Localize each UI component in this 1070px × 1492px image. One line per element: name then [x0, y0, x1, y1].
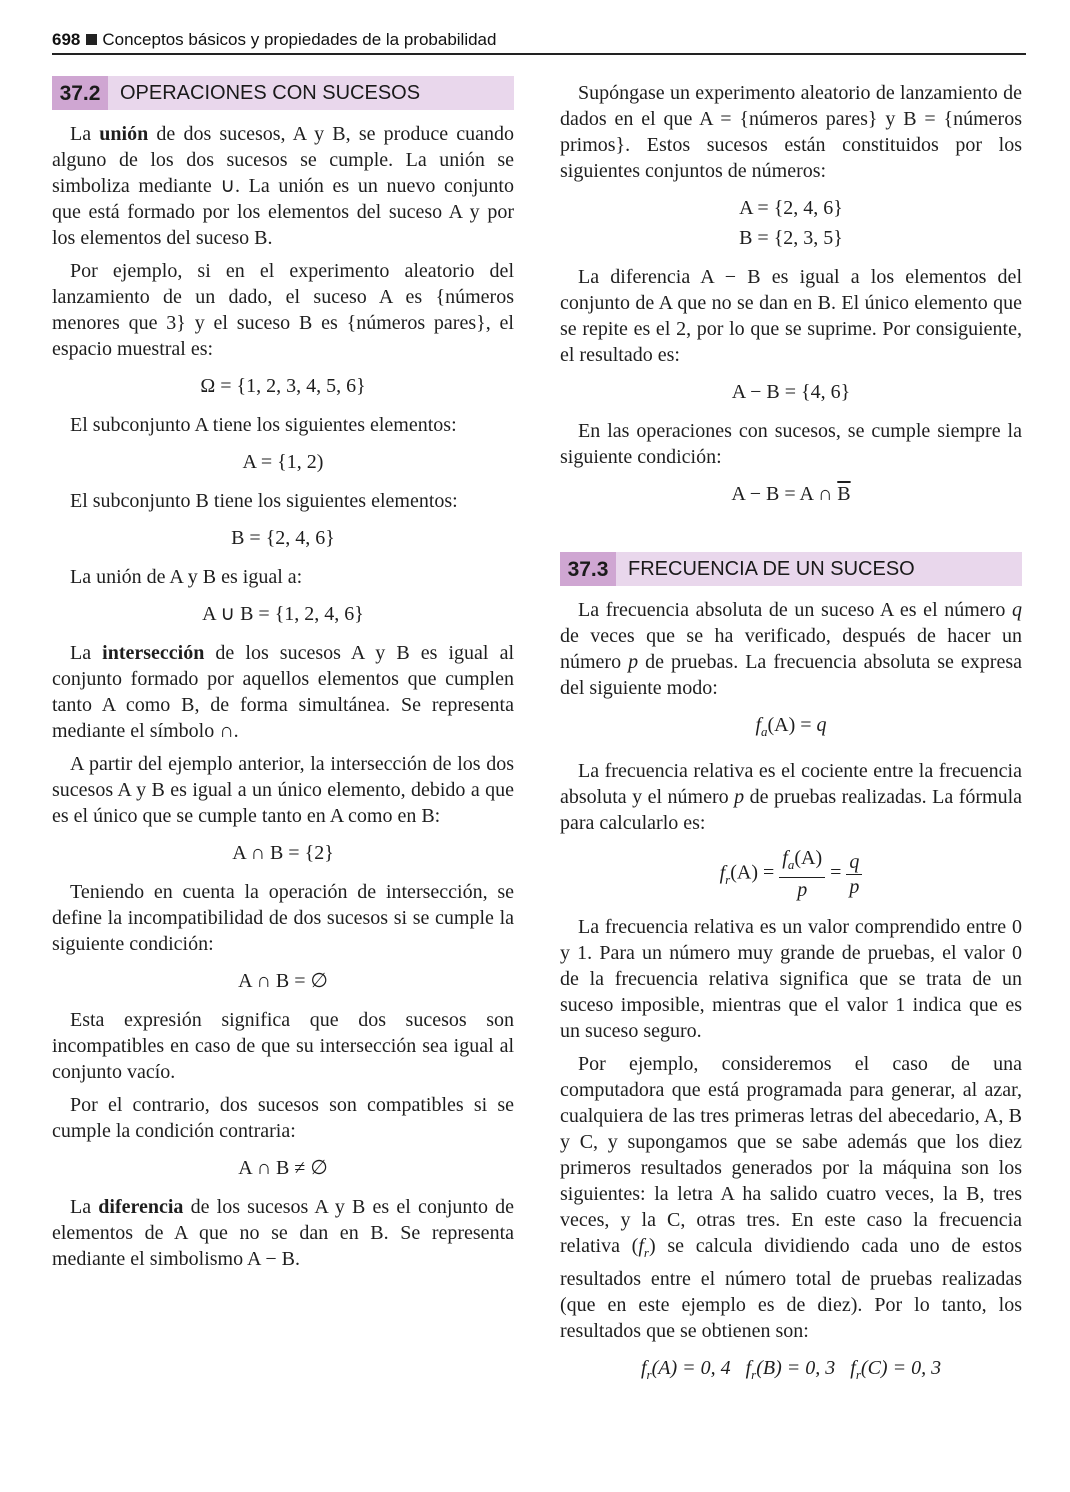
paragraph-meaning: Esta expresión significa que dos sucesos son incompatibles en caso de que su intersección sea igual al conjunto vacío. — [52, 1009, 514, 1083]
paragraph-computer-example: Por ejemplo, consideremos el caso de una computadora que está programada para generar, al azar, cualquiera de las tres primeras letras del abecedario, A, B y C, y supongamos que se sabe además que los diez primeros resultados generados por la máquina son los siguientes: la letra A ha salido cuatro veces, la B, tres veces, y la C, otras tres. En este caso la frecuencia relativa $(f_r)$ se calcula dividiendo cada uno de estos resultados entre el número total de pruebas realizadas (que en este ejemplo es de diez). Por lo tanto, los resultados que se obtienen son: — [560, 1053, 1022, 1342]
equation-difference: A − B = {4, 6} — [731, 381, 851, 403]
equation-empty: A ∩ B = ∅ — [238, 970, 328, 992]
equation-not-empty: A ∩ B ≠ ∅ — [238, 1157, 328, 1179]
equation-set-b: B = {2, 4, 6} — [231, 527, 335, 549]
paragraph-subset-a: El subconjunto A tiene los siguientes elementos: — [70, 414, 457, 436]
paragraph-incompatibility: Teniendo en cuenta la operación de intersección, se define la incompatibilidad de dos sucesos si se cumple la siguiente condición: — [52, 881, 514, 955]
paragraph-condition: En las operaciones con sucesos, se cumple siempre la siguiente condición: — [560, 420, 1022, 468]
section-heading-37-3 — [560, 552, 1022, 586]
square-bullet-icon — [86, 34, 97, 45]
left-column — [52, 76, 514, 1279]
equation-union: A ∪ B = {1, 2, 4, 6} — [202, 603, 364, 625]
paragraph-union: La unión de dos sucesos, A y B, se produce cuando alguno de los dos sucesos se cumple. La unión se simboliza mediante ∪. La unión es un nuevo conjunto que está formado por los elementos del suceso A y por los elementos del suceso B. — [52, 123, 515, 249]
page-number: 698 — [52, 30, 81, 49]
equation-results: $f_r(A) = 0$, 4 $f_r(B) = 0$, 3 $f_r(C) = 0$, 3 — [640, 1357, 942, 1382]
term-union: unión — [99, 123, 149, 145]
term-difference: diferencia — [98, 1196, 184, 1218]
fraction-q-over-p: $\frac{q}{p}$ — [846, 850, 862, 899]
paragraph-intersection: La intersección de los sucesos A y B es igual al conjunto formado por aquellos elementos que cumplen tanto A como B, de forma simultánea. Se representa mediante el símbolo ∩. — [52, 642, 515, 742]
paragraph-difference-explain: La diferencia A − B es igual a los elementos del conjunto de A que no se dan en B. El único elemento que se repite es el 2, por lo que se suprime. Por consiguiente, el resultado es: — [560, 266, 1022, 366]
equation-set-b-prime: B = {2, 3, 5} — [739, 227, 843, 249]
paragraph-absolute-frequency: La frecuencia absoluta de un suceso A es el número q de veces que se ha verificado, después de hacer un número p de pruebas. La frecuencia absoluta se expresa del siguiente modo: — [560, 599, 1022, 699]
section-title: FRECUENCIA DE UN SUCESO — [628, 558, 915, 580]
header-text — [52, 30, 496, 50]
section-number: 37.2 — [52, 76, 108, 110]
paragraph-intersection-example: A partir del ejemplo anterior, la intersección de los dos sucesos A y B es igual a un único elemento, debido a que es el único que se cumple tanto en A como en B: — [52, 753, 514, 827]
section-number: 37.3 — [560, 552, 616, 586]
equation-set-a: A = {1, 2) — [242, 451, 324, 473]
equation-absolute-frequency: $f_a(A) = q$ — [755, 714, 827, 739]
paragraph-subset-b: El subconjunto B tiene los siguientes elementos: — [70, 490, 458, 512]
complement-b: $\overline{B}$ — [837, 483, 851, 505]
section-title: OPERACIONES CON SUCESOS — [120, 82, 421, 104]
equation-intersection: A ∩ B = {2} — [232, 842, 334, 864]
paragraph-difference: La diferencia de los sucesos A y B es el conjunto de elementos de A que no se dan en B. Se representa mediante el simbolismo A − B. — [52, 1196, 514, 1270]
section-heading-37-2 — [52, 76, 514, 110]
paragraph-relative-frequency: La frecuencia relativa es el cociente entre la frecuencia absoluta y el número p de pruebas realizadas. La fórmula para calcularlo es: — [560, 760, 1022, 834]
equation-sample-space: Ω = {1, 2, 3, 4, 5, 6} — [200, 375, 366, 397]
fraction-fa-over-p: $\frac{f_a(A)}{p}$ — [779, 846, 825, 902]
paragraph-dice-example: Supóngase un experimento aleatorio de lanzamiento de dados en el que A = {números pares} y B = {números primos}. Estos sucesos están constituidos por los siguientes conjuntos de números: — [560, 82, 1022, 182]
chapter-title: Conceptos básicos y propiedades de la probabilidad — [102, 30, 497, 49]
paragraph-union-intro: La unión de A y B es igual a: — [70, 566, 303, 588]
paragraph-compatible: Por el contrario, dos sucesos son compatibles si se cumple la condición contraria: — [52, 1094, 514, 1142]
equation-condition: A − B = A ∩ $\overline{B}$ — [731, 483, 851, 505]
paragraph-range: La frecuencia relativa es un valor comprendido entre 0 y 1. Para un número muy grande de pruebas, el valor 0 de la frecuencia relativa significa que se trata de un suceso imposible, mientras que el valor 1 indica que es un suceso seguro. — [560, 916, 1022, 1042]
equation-set-a-even: A = {2, 4, 6} — [739, 197, 843, 219]
paragraph-example: Por ejemplo, si en el experimento aleatorio del lanzamiento de un dado, el suceso A es {números menores que 3} y el suceso B es {números pares}, el espacio muestral es: — [52, 260, 514, 360]
running-header — [52, 26, 1026, 55]
term-intersection: intersección — [102, 642, 205, 664]
right-column — [560, 80, 1022, 1401]
equation-relative-frequency: $f_r(A)$ = $\frac{f_a(A)}{p}$ = $\frac{q}{p}$ — [560, 846, 1022, 902]
